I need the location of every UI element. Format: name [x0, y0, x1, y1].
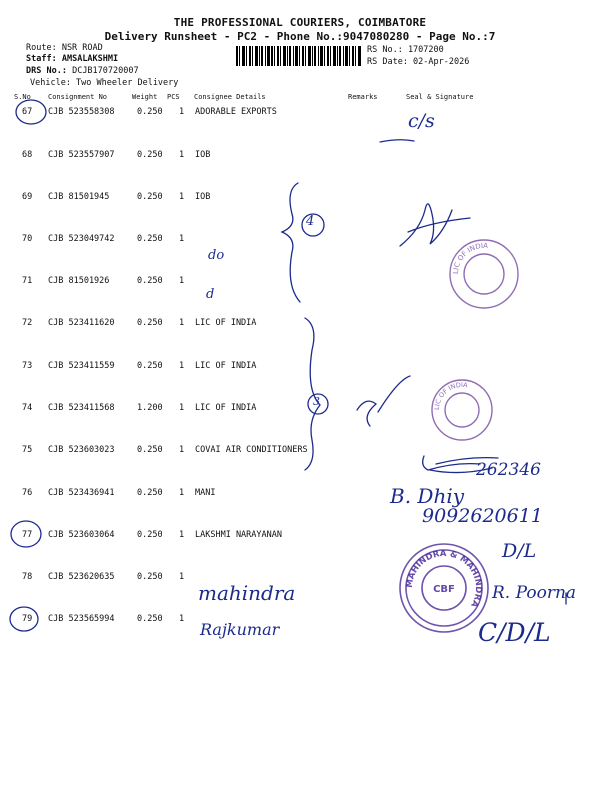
handwriting-r-poorna: R. Poorna: [492, 583, 577, 603]
col-consignee: Consignee Details: [194, 93, 266, 101]
row-weight: 0.250: [137, 318, 163, 328]
handwriting-name-b: B. Dhiy: [390, 484, 465, 508]
row-weight: 0.250: [137, 614, 163, 624]
row-consignee: IOB: [195, 192, 211, 202]
brace-group-a: [282, 183, 300, 302]
row-weight: 0.250: [137, 107, 163, 117]
row-consignee: LIC OF INDIA: [195, 361, 257, 371]
row-consignment: CJB 523049742: [48, 234, 115, 244]
vehicle-label: Vehicle: Two Wheeler Delivery: [30, 78, 179, 88]
row-weight: 0.250: [137, 234, 163, 244]
handwriting-cs: c/s: [408, 110, 435, 132]
row-pcs: 1: [179, 488, 185, 498]
row-consignment: CJB 523557907: [48, 150, 115, 160]
row-sno: 69: [22, 192, 33, 202]
rs-date: RS Date: 02-Apr-2026: [367, 57, 470, 67]
drs-label: DRS No.:: [26, 66, 67, 76]
row-sno: 79: [22, 614, 33, 624]
row-consignment: CJB 81501926: [48, 276, 110, 286]
row-consignment: CJB 523603023: [48, 445, 115, 455]
row-sno: 76: [22, 488, 33, 498]
row-weight: 0.250: [137, 488, 163, 498]
row-consignment: CJB 523558308: [48, 107, 115, 117]
handwriting-mahindra: mahindra: [198, 581, 296, 605]
signature-stroke-c: [357, 376, 410, 426]
row-pcs: 1: [179, 276, 185, 286]
company-title: THE PROFESSIONAL COURIERS, COIMBATORE: [173, 16, 427, 29]
handwriting-cdl: C/D/L: [478, 618, 551, 647]
stamp-a-text: LIC OF INDIA: [451, 241, 489, 275]
row-weight: 1.200: [137, 403, 163, 413]
row-weight: 0.250: [137, 361, 163, 371]
row-pcs: 1: [179, 614, 185, 624]
drs-value: DCJB170720007: [72, 66, 139, 76]
row-pcs: 1: [179, 530, 185, 540]
handwriting-phone-a: 262346: [476, 460, 541, 480]
rs-number: RS No.: 1707200: [367, 45, 444, 55]
row-consignee: COVAI AIR CONDITIONERS: [195, 445, 308, 455]
row-consignee: LIC OF INDIA: [195, 403, 257, 413]
row-consignment: CJB 81501945: [48, 192, 110, 202]
row-consignment: CJB 523603064: [48, 530, 115, 540]
stamp-b-text: MAHINDRA & MAHINDRA: [404, 548, 484, 609]
row-consignment: CJB 523411620: [48, 318, 115, 328]
handwriting-do: do: [208, 248, 225, 263]
row-pcs: 1: [179, 361, 185, 371]
row-pcs: 1: [179, 403, 185, 413]
col-remarks: Remarks: [348, 93, 378, 101]
row-sno: 68: [22, 150, 33, 160]
row-weight: 0.250: [137, 572, 163, 582]
row-consignee: IOB: [195, 150, 211, 160]
row-pcs: 1: [179, 192, 185, 202]
handwriting-count-b: 3: [313, 395, 320, 408]
row-consignee: ADORABLE EXPORTS: [195, 107, 277, 117]
row-consignment: CJB 523411559: [48, 361, 115, 371]
signature-stroke-a: [380, 140, 414, 142]
row-consignee: MANI: [195, 488, 216, 498]
col-pcs: PCS: [167, 93, 180, 101]
row-consignment: CJB 523436941: [48, 488, 115, 498]
svg-text:LIC OF INDIA: [452, 242, 488, 274]
row-consignment: CJB 523565994: [48, 614, 115, 624]
handwriting-phone-b: 9092620611: [422, 505, 543, 527]
row-consignee: LIC OF INDIA: [195, 318, 257, 328]
row-sno: 78: [22, 572, 33, 582]
row-sno: 73: [22, 361, 33, 371]
row-sno: 72: [22, 318, 33, 328]
stamp-b-center: CBF: [433, 584, 455, 595]
row-consignment: CJB 523411568: [48, 403, 115, 413]
row-pcs: 1: [179, 572, 185, 582]
svg-text:LIC OF INDIA: [433, 381, 469, 410]
row-sno: 70: [22, 234, 33, 244]
lic-stamp-b: [428, 376, 496, 444]
row-weight: 0.250: [137, 276, 163, 286]
row-pcs: 1: [179, 150, 185, 160]
row-pcs: 1: [179, 234, 185, 244]
staff-label: Staff:: [26, 54, 57, 64]
row-weight: 0.250: [137, 530, 163, 540]
lic-stamp-a: [446, 236, 522, 312]
row-weight: 0.250: [137, 192, 163, 202]
staff-value: AMSALAKSHMI: [61, 54, 119, 64]
row-sno: 77: [22, 530, 33, 540]
handwriting-count-a: 4: [306, 214, 315, 229]
row-consignment: CJB 523620635: [48, 572, 115, 582]
handwriting-dl: D/L: [502, 540, 537, 562]
col-weight: Weight: [132, 93, 158, 101]
row-sno: 74: [22, 403, 33, 413]
row-sno: 75: [22, 445, 33, 455]
col-seal: Seal & Signature: [406, 93, 474, 101]
serial-circle-79: [10, 607, 38, 631]
row-consignee: LAKSHMI NARAYANAN: [195, 530, 282, 540]
handwriting-rajkumar: Rajkumar: [200, 620, 280, 639]
row-pcs: 1: [179, 318, 185, 328]
col-sno: S.No: [14, 93, 31, 101]
row-pcs: 1: [179, 445, 185, 455]
handwriting-d: d: [206, 287, 215, 302]
row-weight: 0.250: [137, 150, 163, 160]
stamp-c-text: LIC OF INDIA: [432, 380, 469, 411]
row-sno: 67: [22, 107, 33, 117]
route-label: Route: NSR ROAD: [26, 43, 103, 53]
row-sno: 71: [22, 276, 33, 286]
row-weight: 0.250: [137, 445, 163, 455]
svg-text:MAHINDRA & MAHINDRA: [405, 549, 483, 609]
runsheet-subtitle: Delivery Runsheet - PC2 - Phone No.:9047080280 - Page No.:7: [104, 30, 496, 43]
mahindra-stamp: [396, 540, 492, 636]
serial-circle-77: [11, 521, 41, 547]
col-consignment: Consignment No: [48, 93, 108, 101]
row-pcs: 1: [179, 107, 185, 117]
serial-circle-67: [16, 100, 46, 124]
